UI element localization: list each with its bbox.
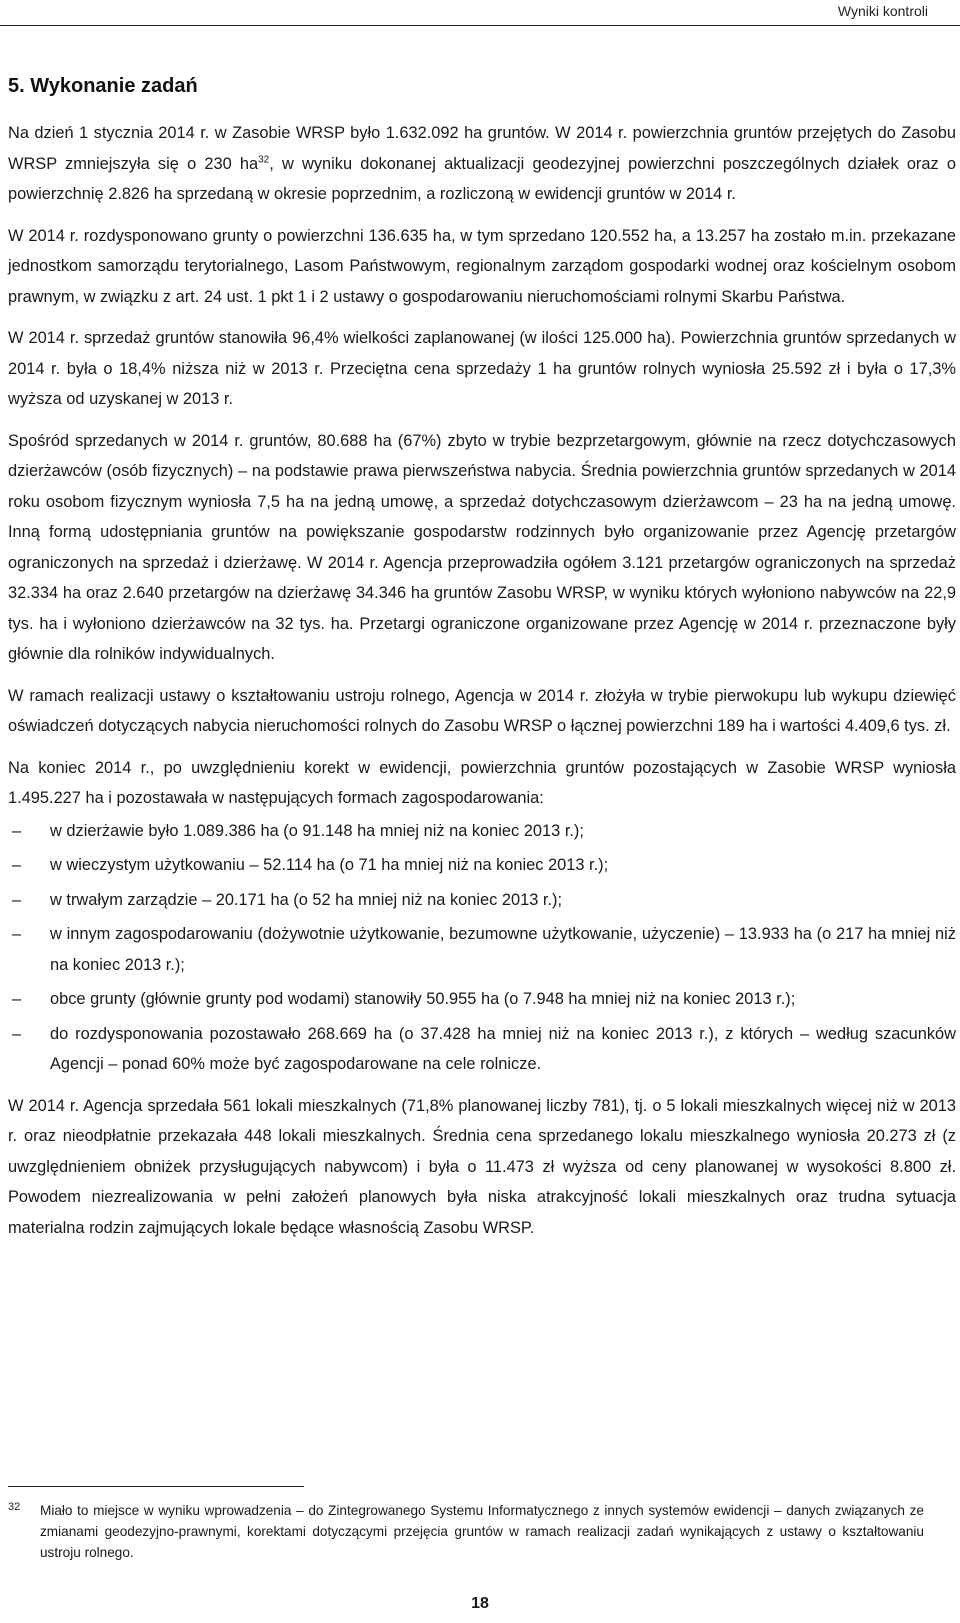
list-item-text: w innym zagospodarowaniu (dożywotnie użytkowanie, bezumowne użytkowanie, użyczenie) – 13.933 ha (o 217 ha mniej niż na koniec 2013 r.); — [50, 925, 956, 974]
paragraph-2: W 2014 r. rozdysponowano grunty o powierzchni 136.635 ha, w tym sprzedano 120.552 ha, a 13.257 ha zostało m.in. przekazane jednostkom samorządu terytorialnego, Lasom Państwowym, regionalnym zarządom gospodarki wodnej oraz kościelnym osobom prawnym, w związku z art. 24 ust. 1 pkt 1 i 2 ustawy o gospodarowaniu nieruchomościami rolnymi Skarbu Państwa. — [8, 226, 956, 306]
page-number: 18 — [471, 1595, 489, 1612]
land-use-list — [8, 816, 956, 1080]
footnote-text: Miało to miejsce w wyniku wprowadzenia – do Zintegrowanego Systemu Informatycznego z innych systemów ewidencji – danych związanych ze zmianami geodezyjno-prawnymi, korektami dotyczącymi przejęcia gruntów w ramach realizacji zadań wynikających z ustawy o kształtowaniu ustroju rolnego. — [40, 1503, 924, 1560]
list-item-text: w dzierżawie było 1.089.386 ha (o 91.148 ha mniej niż na koniec 2013 r.); — [50, 821, 584, 840]
paragraph-3: W 2014 r. sprzedaż gruntów stanowiła 96,4% wielkości zaplanowanej (w ilości 125.000 ha). Powierzchnia gruntów sprzedanych w 2014 r. była o 18,4% niższa niż w 2013 r. Przeciętna cena sprzedaży 1 ha gruntów rolnych wyniosła 25.592 zł i była o 17,3% wyższa od uzyskanej w 2013 r. — [8, 329, 956, 408]
list-item — [8, 850, 956, 881]
page-body — [8, 72, 956, 1254]
paragraph-4: Spośród sprzedanych w 2014 r. gruntów, 80.688 ha (67%) zbyto w trybie bezprzetargowym, głównie na rzecz dotychczasowych dzierżawców (osób fizycznych) – na podstawie prawa pierwszeństwa nabycia. Średnia powierzchnia gruntów sprzedanych w 2014 roku osobom fizycznym wyniosła 7,5 ha na jedną umowę, a sprzedaż dotychczasowym dzierżawcom – 23 ha na jedną umowę. Inną formą udostępniania gruntów na powiększanie gospodarstw rodzinnych było organizowanie przez Agencję przetargów ograniczonych na sprzedaż i dzierżawę. W 2014 r. Agencja przeprowadziła ogółem 3.121 przetargów ograniczonych na sprzedaż 32.334 ha oraz 2.640 przetargów na dzierżawę 34.346 ha gruntów Zasobu WRSP, w wyniku których wyłoniono nabywców na 22,9 tys. ha i wyłoniono dzierżawców na 32 tys. ha. Przetargi ograniczone organizowane przez Agencję w 2014 r. przeznaczone były głównie dla rolników indywidualnych. — [8, 431, 956, 663]
list-item-text: obce grunty (głównie grunty pod wodami) stanowiły 50.955 ha (o 7.948 ha mniej niż na koniec 2013 r.); — [50, 990, 796, 1008]
dash-bullet-icon: – — [12, 925, 22, 943]
list-item-text: w wieczystym użytkowaniu – 52.114 ha (o 71 ha mniej niż na koniec 2013 r.); — [50, 856, 609, 874]
list-item — [8, 816, 956, 847]
list-item — [8, 1019, 956, 1080]
paragraph-1-part-b: , w wyniku dokonanej aktualizacji geodezyjnej powierzchni poszczególnych działek oraz o powierzchnię 2.826 ha sprzedaną w okresie poprzednim, a rozliczoną w ewidencji gruntów w 2014 r. — [8, 154, 956, 203]
dash-bullet-icon: – — [12, 821, 22, 840]
dash-bullet-icon: – — [12, 856, 22, 874]
list-item-text: w trwałym zarządzie – 20.171 ha (o 52 ha mniej niż na koniec 2013 r.); — [50, 890, 563, 909]
dash-bullet-icon: – — [12, 990, 22, 1008]
paragraph-6: Na koniec 2014 r., po uwzględnieniu korekt w ewidencji, powierzchnia gruntów pozostających w Zasobie WRSP wyniosła 1.495.227 ha i pozostawała w następujących formach zagospodarowania: — [8, 758, 956, 807]
list-item — [8, 885, 956, 916]
running-header-title: Wyniki kontroli — [837, 3, 928, 19]
running-header — [0, 0, 960, 26]
footnote-mark: 32 — [8, 1501, 21, 1513]
footnote-separator — [8, 1486, 304, 1487]
list-item — [8, 984, 956, 1015]
paragraph-7: W 2014 r. Agencja sprzedała 561 lokali mieszkalnych (71,8% planowanej liczby 781), tj. o 5 lokali mieszkalnych więcej niż w 2013 r. oraz nieodpłatnie przekazała 448 lokali mieszkalnych. Średnia cena sprzedanego lokalu mieszkalnego wyniosła 20.273 zł (z uwzględnieniem obniżek przysługujących nabywcom) i była o 11.473 zł wyższa od ceny planowanej w wysokości 8.800 zł. Powodem niezrealizowania w pełni założeń planowych była niska atrakcyjność lokali mieszkalnych oraz trudna sytuacja materialna rodzin zajmujących lokale będące własnością Zasobu WRSP. — [8, 1096, 956, 1237]
list-item — [8, 919, 956, 980]
paragraph-1-part-a: Na dzień 1 stycznia 2014 r. w Zasobie WRSP było 1.632.092 ha gruntów. W 2014 r. powierzchnia gruntów przejętych do Zasobu WRSP zmniejszyła się o 230 ha — [8, 124, 956, 173]
dash-bullet-icon: – — [12, 890, 22, 909]
list-item-text: do rozdysponowania pozostawało 268.669 ha (o 37.428 ha mniej niż na koniec 2013 r.), z których – według szacunków Agencji – ponad 60% może być zagospodarowane na cele rolnicze. — [50, 1024, 956, 1073]
paragraph-5: W ramach realizacji ustawy o kształtowaniu ustroju rolnego, Agencja w 2014 r. złożyła w trybie pierwokupu lub wykupu dziewięć oświadczeń dotyczących nabycia nieruchomości rolnych do Zasobu WRSP o łącznej powierzchni 189 ha i wartości 4.409,6 tys. zł. — [8, 686, 956, 735]
section-title: 5. Wykonanie zadań — [8, 75, 198, 97]
footnote-reference[interactable]: 32 — [258, 154, 270, 166]
dash-bullet-icon: – — [12, 1024, 22, 1043]
paragraph-1 — [8, 118, 956, 210]
footnote — [8, 1500, 924, 1563]
